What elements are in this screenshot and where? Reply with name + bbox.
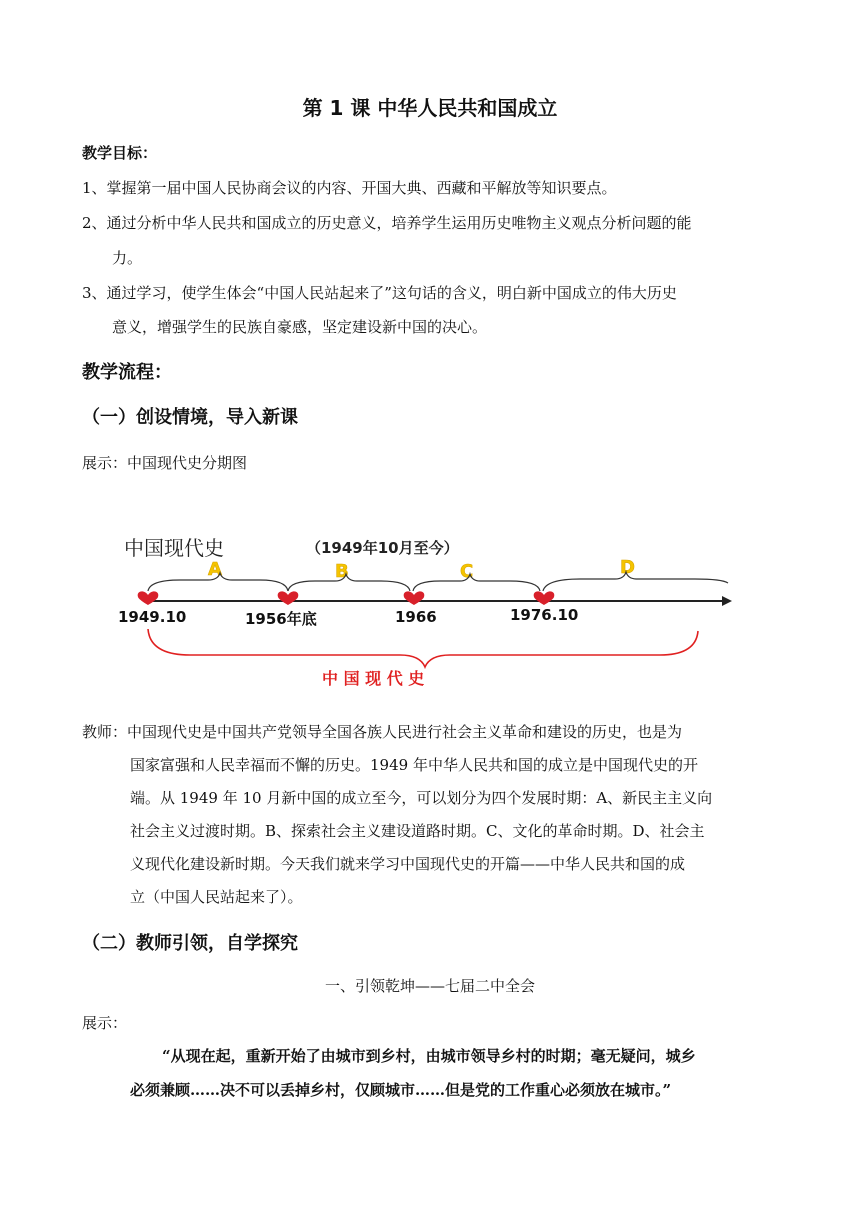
period-label-b: B (335, 561, 349, 582)
date-1966: 1966 (395, 608, 437, 626)
section1-show-label: 展示：中国现代史分期图 (82, 454, 248, 472)
period-label-c: C (460, 561, 474, 582)
teacher-line-2: 国家富强和人民幸福而不懈的历史。1949 年中华人民共和国的成立是中国现代史的开 (130, 756, 698, 774)
quote-line-1: “从现在起，重新开始了由城市到乡村，由城市领导乡村的时期；毫无疑问，城乡 (162, 1047, 696, 1065)
goal-item-2-cont: 力。 (112, 249, 143, 267)
brace-b (288, 574, 410, 591)
section2-show-label: 展示： (82, 1014, 128, 1032)
period-label-a: A (208, 559, 222, 580)
teacher-line-1: 教师：中国现代史是中国共产党领导全国各族人民进行社会主义革命和建设的历史，也是为 (82, 723, 683, 741)
heart-marker-1976 (534, 591, 555, 605)
timeline-range: （1949年10月至今） (306, 539, 459, 557)
bottom-brace (148, 629, 698, 667)
goal-item-3: 3、通过学习，使学生体会“中国人民站起来了”这句话的含义，明白新中国成立的伟大历史 (82, 284, 677, 302)
teacher-line-3: 端。从 1949 年 10 月新中国的成立至今，可以划分为四个发展时期：A、新民主主义向 (130, 789, 713, 807)
goal-item-2: 2、通过分析中华人民共和国成立的历史意义，培养学生运用历史唯物主义观点分析问题的能 (82, 214, 692, 232)
heart-marker-1966 (404, 591, 425, 605)
timeline-title: 中国现代史 (124, 536, 224, 560)
bottom-label: 中 国 现 代 史 (322, 669, 425, 688)
brace-d (543, 572, 728, 591)
process-heading: 教学流程： (82, 362, 172, 383)
date-1956: 1956年底 (245, 610, 317, 628)
timeline-markers (138, 591, 555, 605)
heart-marker-1956 (278, 591, 299, 605)
teacher-line-5: 义现代化建设新时期。今天我们就来学习中国现代史的开篇——中华人民共和国的成 (130, 855, 686, 873)
timeline-figure (110, 525, 740, 695)
goal-item-3-cont: 意义，增强学生的民族自豪感，坚定建设新中国的决心。 (112, 318, 488, 336)
page-title: 第 1 课 中华人民共和国成立 (302, 96, 558, 120)
section2-heading: （二）教师引领，自学探究 (82, 933, 298, 954)
date-1949: 1949.10 (118, 608, 187, 626)
goals-heading: 教学目标： (82, 144, 158, 162)
teacher-line-6: 立（中国人民站起来了）。 (130, 888, 303, 906)
date-1976: 1976.10 (510, 606, 579, 624)
section1-heading: （一）创设情境，导入新课 (82, 407, 298, 428)
brace-c (413, 574, 540, 591)
heart-marker-1949 (138, 591, 159, 605)
quote-line-2: 必须兼顾……决不可以丢掉乡村，仅顾城市……但是党的工作重心必须放在城市。” (130, 1081, 672, 1099)
goal-item-1: 1、掌握第一届中国人民协商会议的内容、开国大典、西藏和平解放等知识要点。 (82, 179, 617, 197)
timeline-arrowhead (722, 596, 732, 606)
section2-subheading: 一、引领乾坤——七届二中全会 (324, 977, 535, 995)
teacher-line-4: 社会主义过渡时期。B、探索社会主义建设道路时期。C、文化的革命时期。D、社会主 (130, 822, 705, 840)
period-label-d: D (620, 557, 635, 578)
